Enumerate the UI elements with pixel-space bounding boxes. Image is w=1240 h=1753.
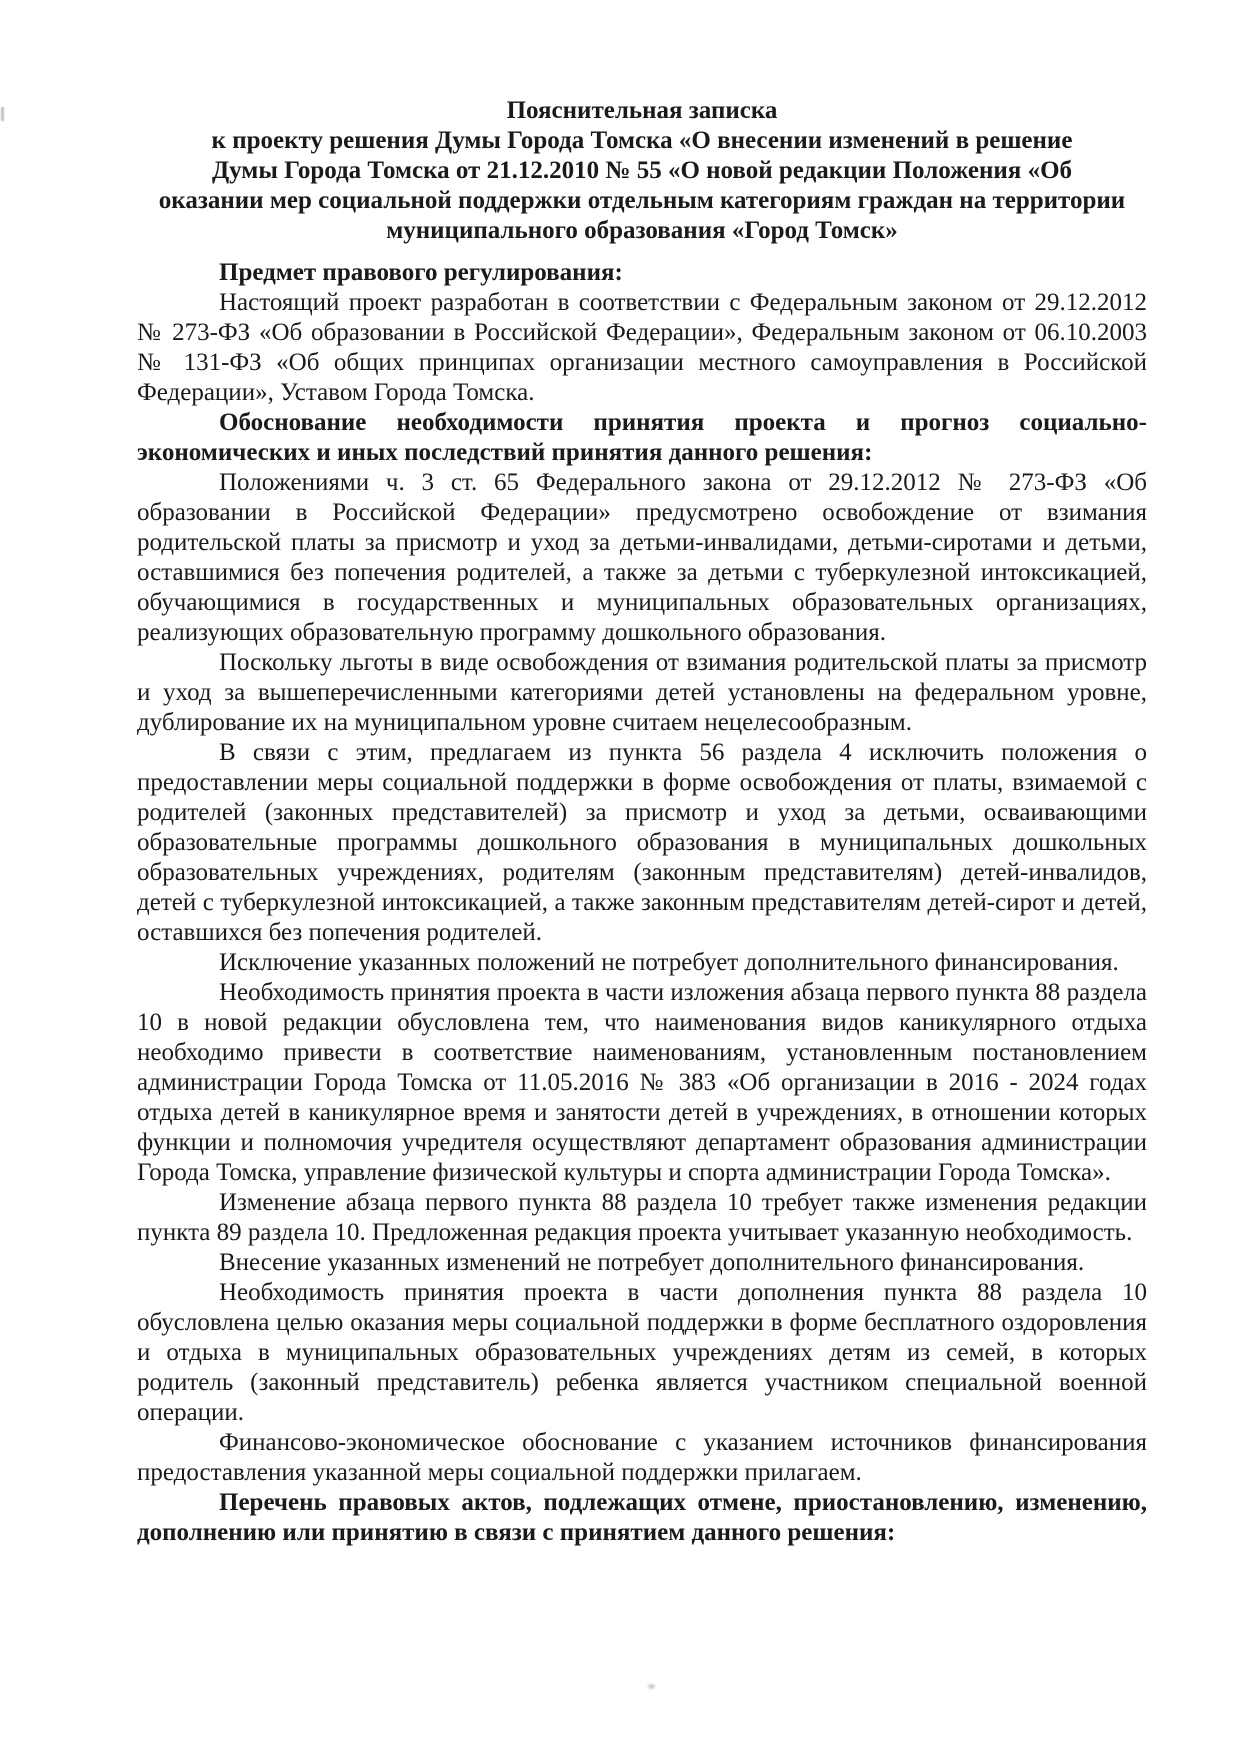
paragraph-point-89-change: Изменение абзаца первого пункта 88 раздела 10 требует также изменения редакции пункта 89 раздела 10. Предложенная редакция проекта учитывает указанную необходимость. [137,1189,1147,1246]
title-line-1: Пояснительная записка [506,97,778,124]
paragraph-federal-law-provisions: Положениями ч. 3 ст. 65 Федерального закона от 29.12.2012 № 273-ФЗ «Об образовании в Российской Федерации» предусмотрено освобождение от взимания родительской платы за присмотр и уход за детьми-инвалидами, детьми-сиротами и детьми, оставшимися без попечения родителей, а также за детьми с туберкулезной интоксикацией, обучающимися в государственных и муниципальных образовательных организациях, реализующих образовательную программу дошкольного образования. [137,469,1147,646]
title-line-2: к проекту решения Думы Города Томска «О внесении изменений в решение [211,127,1073,154]
heading-subject-of-regulation: Предмет правового регулирования: [219,259,623,286]
scan-edge-artifact [1,107,4,121]
paragraph-legal-basis: Настоящий проект разработан в соответствии с Федеральным законом от 29.12.2012 № 273-ФЗ «Об образовании в Российской Федерации», Федеральным законом от 06.10.2003 № 131-ФЗ «Об общих принципах организации местного самоуправления в Российской Федерации», Уставом Города Томска. [137,289,1147,406]
scan-speck-artifact [648,1684,655,1689]
paragraph-financial-justification: Финансово-экономическое обоснование с указанием источников финансирования предоставления указанной меры социальной поддержки прилагаем. [137,1429,1147,1486]
title-line-5: муниципального образования «Город Томск» [386,217,898,244]
paragraph-point-88-rationale: Необходимость принятия проекта в части изложения абзаца первого пункта 88 раздела 10 в новой редакции обусловлена тем, что наименования видов каникулярного отдыха необходимо привести в соответствие наименованиям, установленным постановлением администрации Города Томска от 11.05.2016 № 383 «Об организации в 2016 - 2024 годах отдыха детей в каникулярное время и занятости детей в учреждениях, в отношении которых функции и полномочия учредителя осуществляют департамент образования администрации Города Томска, управление физической культуры и спорта администрации Города Томска». [137,979,1147,1186]
paragraph-exclusion-proposal: В связи с этим, предлагаем из пункта 56 раздела 4 исключить положения о предоставлении меры социальной поддержки в форме освобождения от платы, взимаемой с родителей (законных представителей) за присмотр и уход за детьми, осваивающими образовательные программы дошкольного образования в муниципальных дошкольных образовательных учреждениях, родителям (законным представителям) детей-инвалидов, детей с туберкулезной интоксикацией, а также законным представителям детей-сирот и детей, оставшихся без попечения родителей. [137,739,1147,946]
heading-justification: Обоснование необходимости принятия проекта и прогноз социально-экономических и иных последствий принятия данного решения: [137,409,1147,466]
document-title [137,96,1147,246]
title-line-3: Думы Города Томска от 21.12.2010 № 55 «О новой редакции Положения «Об [211,157,1073,184]
heading-list-of-legal-acts: Перечень правовых актов, подлежащих отмене, приостановлению, изменению, дополнению или принятию в связи с принятием данного решения: [137,1489,1147,1546]
paragraph-no-additional-financing-2: Внесение указанных изменений не потребует дополнительного финансирования. [219,1249,1085,1276]
paragraph-federal-level-benefits: Поскольку льготы в виде освобождения от взимания родительской платы за присмотр и уход за вышеперечисленными категориями детей установлены на федеральном уровне, дублирование их на муниципальном уровне считаем нецелесообразным. [137,649,1147,736]
paragraph-svo-support-measure: Необходимость принятия проекта в части дополнения пункта 88 раздела 10 обусловлена целью оказания меры социальной поддержки в форме бесплатного оздоровления и отдыха в муниципальных образовательных учреждениях детям из семей, в которых родитель (законный представитель) ребенка является участником специальной военной операции. [137,1279,1147,1426]
paragraph-no-additional-financing-1: Исключение указанных положений не потребует дополнительного финансирования. [219,949,1119,976]
document-content [137,96,1147,1548]
title-line-4: оказании мер социальной поддержки отдельным категориям граждан на территории [158,187,1126,214]
